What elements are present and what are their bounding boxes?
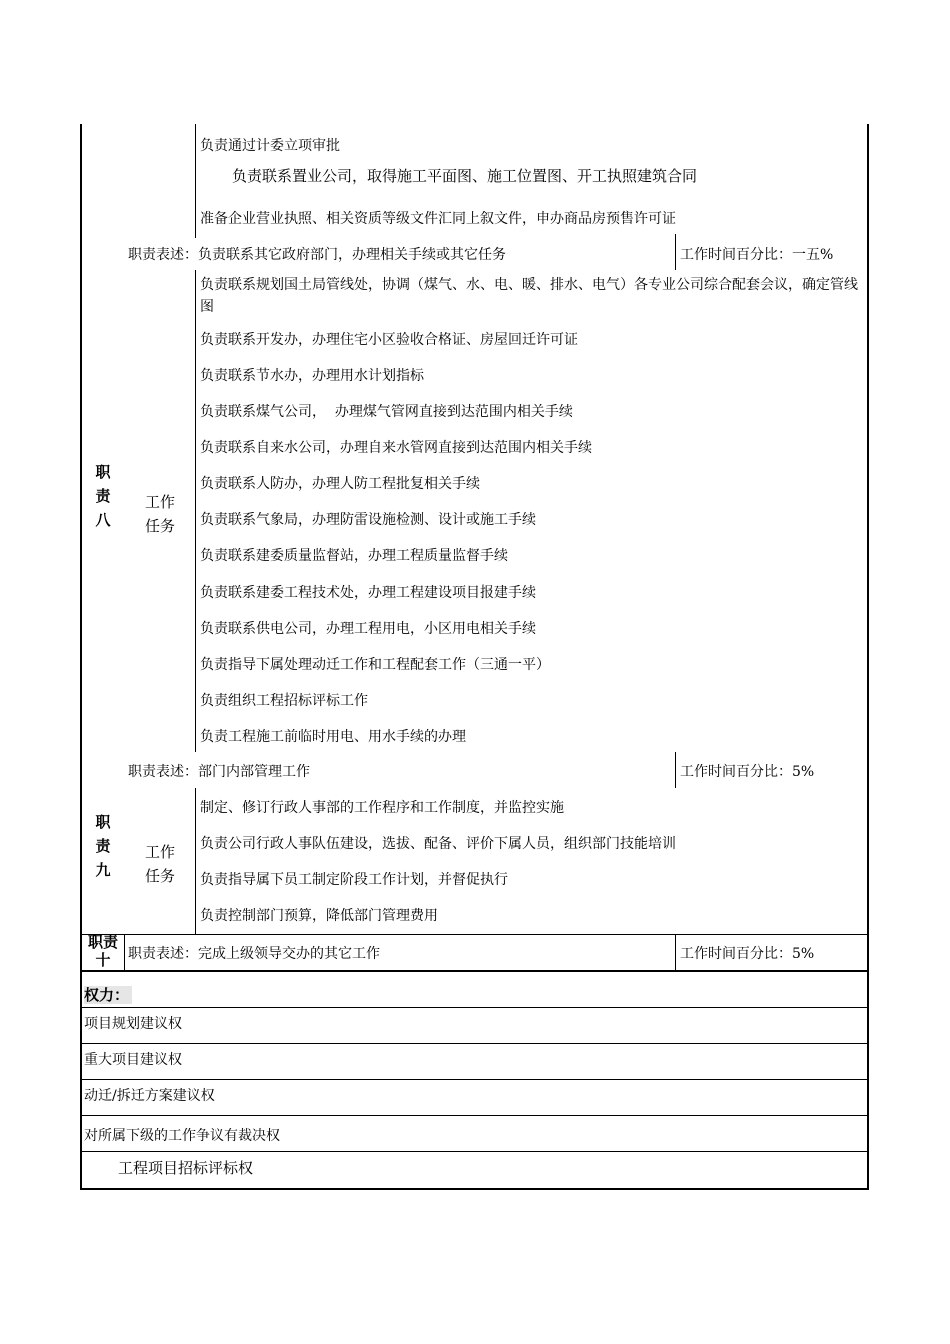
table-right-border (867, 124, 869, 1190)
duty9-task-label-line: 任务 (144, 867, 175, 885)
duty8-task-item: 负责联系建委工程技术处，办理工程建设项目报建手续 (200, 585, 536, 601)
powers-row-line-2 (80, 1043, 869, 1044)
duty10-label-divider (124, 934, 125, 971)
duty8-top-task: 负责联系置业公司，取得施工平面图、施工位置图、开工执照建筑合同 (232, 167, 698, 185)
powers-top-line (80, 970, 869, 972)
powers-row-line-3 (80, 1079, 869, 1080)
duty8-description: 职责表述：负责联系其它政府部门，办理相关手续或其它任务 (128, 247, 506, 263)
time-column-divider-duty8 (675, 234, 676, 270)
duty9-task-item: 负责指导属下员工制定阶段工作计划，并督促执行 (200, 872, 508, 888)
powers-header-text: 权力： (84, 986, 132, 1004)
duty8-task-item: 负责组织工程招标评标工作 (200, 693, 368, 709)
power-item: 重大项目建议权 (84, 1052, 182, 1068)
duty8-task-item: 负责联系开发办，办理住宅小区验收合格证、房屋回迁许可证 (200, 332, 578, 348)
duty8-task-item: 负责联系建委质量监督站，办理工程质量监督手续 (200, 548, 508, 564)
duty8-task-item: 负责指导下属处理动迁工作和工程配套工作（三通一平） (200, 657, 550, 673)
duty10-time-share: 工作时间百分比：5% (680, 946, 815, 962)
duty8-top-task: 负责通过计委立项审批 (200, 138, 340, 154)
duty9-label-line: 职 (95, 813, 111, 831)
duty8-task-item: 负责联系规划国土局管线处，协调（煤气、水、电、暖、排水、电气）各专业公司综合配套会议，确定管线图 (200, 277, 858, 315)
duty8-task-item: 负责工程施工前临时用电、用水手续的办理 (200, 729, 466, 745)
duty10-top-line (80, 934, 869, 935)
duty8-task-item: 负责联系煤气公司， 办理煤气管网直接到达范围内相关手续 (200, 404, 573, 420)
task-column-divider-top (195, 124, 196, 238)
powers-row-line-4 (80, 1115, 869, 1116)
duty8-label (84, 460, 122, 532)
duty8-time-share: 工作时间百分比：一五% (680, 247, 834, 263)
table-left-border (80, 124, 82, 1190)
duty8-task-item: 负责联系自来水公司，办理自来水管网直接到达范围内相关手续 (200, 440, 592, 456)
duty8-task-label-line: 任务 (144, 517, 175, 535)
duty8-top-task: 准备企业营业执照、相关资质等级文件汇同上叙文件，申办商品房预售许可证 (200, 211, 676, 227)
time-column-divider-duty10 (675, 934, 676, 971)
powers-row-line-1 (80, 1007, 869, 1008)
power-item: 工程项目招标评标权 (118, 1159, 254, 1177)
powers-header (84, 985, 132, 1005)
duty9-label-line: 责 (95, 837, 111, 855)
duty9-label-line: 九 (95, 861, 111, 879)
power-item: 项目规划建议权 (84, 1016, 182, 1032)
duty8-label-line: 职 (95, 463, 111, 481)
duty8-label-line: 八 (95, 511, 111, 529)
duty9-label (84, 810, 122, 882)
duty9-task-item: 负责公司行政人事队伍建设，选拔、配备、评价下属人员，组织部门技能培训 (200, 836, 676, 852)
duty8-task-item: 负责联系人防办，办理人防工程批复相关手续 (200, 476, 480, 492)
duty8-task-item: 负责联系供电公司，办理工程用电，小区用电相关手续 (200, 621, 536, 637)
power-item: 动迁/拆迁方案建议权 (84, 1088, 215, 1104)
time-column-divider-duty9 (675, 752, 676, 788)
duty9-task-item: 负责控制部门预算，降低部门管理费用 (200, 908, 438, 924)
duty10-label-line: 职责 (87, 933, 118, 951)
duty10-label (82, 932, 124, 968)
duty9-description: 职责表述：部门内部管理工作 (128, 764, 310, 780)
duty8-task-item: 负责联系节水办，办理用水计划指标 (200, 368, 424, 384)
duty10-description: 职责表述：完成上级领导交办的其它工作 (128, 946, 380, 962)
duty8-task-label-line: 工作 (144, 493, 175, 511)
duty8-task-item: 负责联系气象局，办理防雷设施检测、设计或施工手续 (200, 512, 536, 528)
power-item: 对所属下级的工作争议有裁决权 (84, 1128, 280, 1144)
duty9-task-item: 制定、修订行政人事部的工作程序和工作制度，并监控实施 (200, 800, 564, 816)
duty8-label-line: 责 (95, 487, 111, 505)
table-bottom-border (80, 1188, 869, 1190)
task-column-divider-duty9 (195, 788, 196, 934)
duty10-label-line: 十 (95, 951, 111, 969)
duty8-task-label (130, 490, 190, 538)
task-column-divider-duty8 (195, 270, 196, 752)
powers-row-line-5 (80, 1151, 869, 1152)
duty9-task-label (130, 840, 190, 888)
duty9-time-share: 工作时间百分比：5% (680, 764, 815, 780)
duty9-task-label-line: 工作 (144, 843, 175, 861)
